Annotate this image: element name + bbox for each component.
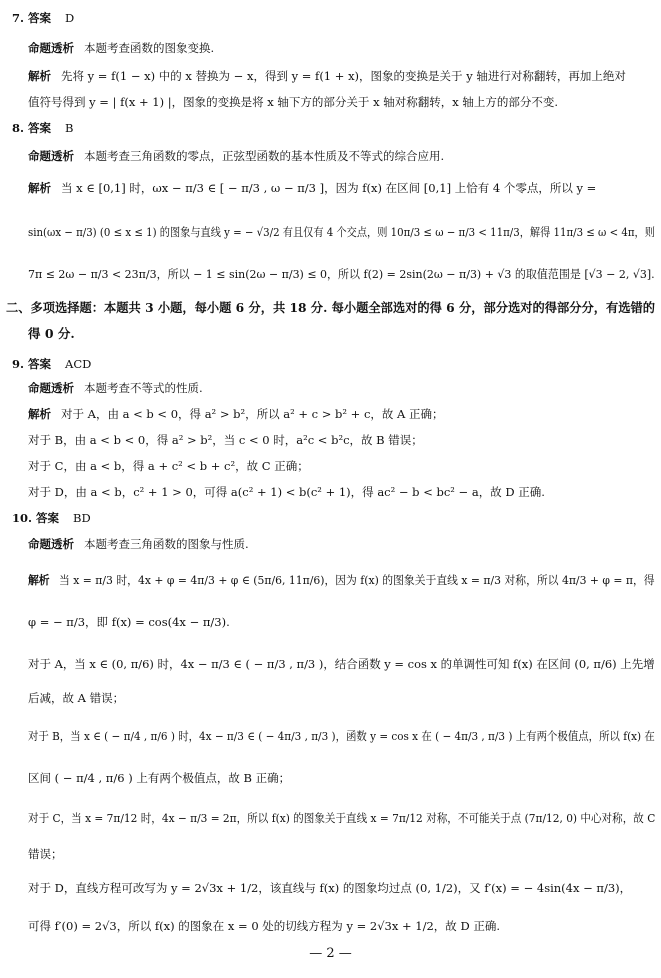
q9-analysis-a: 对于 A，由 a < b < 0，得 a² > b²，所以 a² + c > b² + c，故 A 正确； (61, 407, 444, 421)
q8-analysis-line-2: sin(ωx − π/3) (0 ≤ x ≤ 1) 的图象与直线 y = − √3/2 有且仅有 4 个交点，则 10π/3 ≤ ω − π/3 < 11π/3，解得 11π/3 ≤ ω < 4π，则 (28, 225, 655, 239)
q8-analysis-line-1 (28, 180, 596, 196)
q7-heading: 7. 答案 (12, 11, 52, 25)
q7-analysis-label: 解析 (28, 69, 51, 83)
q10-heading: 10. 答案 (12, 511, 60, 525)
q9-analysis-line-c: 对于 C，由 a < b，得 a + c² < b + c²，故 C 正确； (28, 459, 309, 473)
q8-answer-line (12, 120, 73, 136)
page-number: — 2 — (309, 946, 352, 961)
q10-analysis-label: 解析 (28, 573, 50, 587)
q9-insight: 本题考查不等式的性质. (84, 381, 203, 395)
q10-analysis-line-2: φ = − π/3，即 f(x) = cos(4x − π/3). (28, 615, 230, 629)
q10-analysis-1: 当 x = π/3 时，4x + φ = 4π/3 + φ ∈ (5π/6, 11π/6)，因为 f(x) 的图象关于直线 x = π/3 对称，所以 4π/3 + φ = π，得 (59, 573, 655, 587)
q9-analysis-label: 解析 (28, 407, 51, 421)
q10-option-c-line-2: 错误； (28, 847, 63, 861)
section-heading-line-2: 得 0 分. (28, 326, 75, 341)
q7-analysis-line-1 (28, 68, 626, 84)
q7-analysis-line-2: 值符号得到 y = | f(x + 1) |，图象的变换是将 x 轴下方的部分关于 x 轴对称翻转，x 轴上方的部分不变. (28, 95, 559, 109)
q10-option-b-line-1: 对于 B，当 x ∈ ( − π/4 , π/6 ) 时，4x − π/3 ∈ ( − 4π/3 , π/3 )，函数 y = cos x 在 ( − 4π/3 , π/3 ) 上有两个极值点，所以 f(x) 在 (28, 729, 655, 743)
q7-answer-line (12, 10, 74, 26)
q8-heading: 8. 答案 (12, 121, 52, 135)
q7-answer: D (65, 11, 75, 25)
q8-insight-label: 命题透析 (28, 149, 74, 163)
q10-option-a-line-2: 后减，故 A 错误； (28, 691, 125, 705)
q10-option-c-line-1: 对于 C，当 x = 7π/12 时，4x − π/3 = 2π，所以 f(x) 的图象关于直线 x = 7π/12 对称，不可能关于点 (7π/12, 0) 中心对称，故 C (28, 811, 656, 825)
q8-analysis-label: 解析 (28, 181, 51, 195)
q10-analysis-line-1 (28, 572, 655, 588)
q9-analysis-line-a (28, 406, 444, 422)
q9-heading: 9. 答案 (12, 357, 52, 371)
q8-answer: B (65, 121, 74, 135)
q9-analysis-line-d: 对于 D，由 a < b，c² + 1 > 0，可得 a(c² + 1) < b(c² + 1)，得 ac² − b < bc² − a，故 D 正确. (28, 485, 545, 499)
q7-insight-label: 命题透析 (28, 41, 74, 55)
q8-insight: 本题考查三角函数的零点，正弦型函数的基本性质及不等式的综合应用. (84, 149, 445, 163)
q10-insight: 本题考查三角函数的图象与性质. (84, 537, 249, 551)
q7-analysis-1: 先将 y = f(1 − x) 中的 x 替换为 − x，得到 y = f(1 + x)，图象的变换是关于 y 轴进行对称翻转，再加上绝对 (61, 69, 626, 83)
q9-analysis-line-b: 对于 B，由 a < b < 0，得 a² > b²，当 c < 0 时，a²c < b²c，故 B 错误； (28, 433, 423, 447)
q10-option-d-line-1: 对于 D，直线方程可改写为 y = 2√3x + 1/2，该直线与 f(x) 的图象均过点 (0, 1/2)，又 f′(x) = − 4sin(4x − π/3)， (28, 881, 632, 895)
q7-insight-line (28, 40, 214, 56)
q7-insight: 本题考查函数的图象变换. (84, 41, 215, 55)
section-heading-line-1: 二、多项选择题：本题共 3 小题，每小题 6 分，共 18 分. 每小题全部选对的得 6 分，部分选对的得部分分，有选错的 (6, 300, 656, 315)
q10-insight-line (28, 536, 249, 552)
q8-analysis-1: 当 x ∈ [0,1] 时，ωx − π/3 ∈ [ − π/3 , ω − π/3 ]，因为 f(x) 在区间 [0,1] 上恰有 4 个零点，所以 y = (61, 181, 597, 195)
q9-answer: ACD (65, 357, 92, 371)
q8-insight-line (28, 148, 444, 164)
q10-option-d-line-2: 可得 f′(0) = 2√3，所以 f(x) 的图象在 x = 0 处的切线方程为 y = 2√3x + 1/2，故 D 正确. (28, 919, 500, 933)
q10-answer-line (12, 510, 91, 526)
q10-option-a-line-1: 对于 A，当 x ∈ (0, π/6) 时，4x − π/3 ∈ ( − π/3 , π/3 )，结合函数 y = cos x 的单调性可知 f(x) 在区间 (0, π/6) 上先增 (28, 657, 655, 671)
q8-analysis-line-3: 7π ≤ 2ω − π/3 < 23π/3，所以 − 1 ≤ sin(2ω − π/3) ≤ 0，所以 f(2) = 2sin(2ω − π/3) + √3 的取值范围是 [√3 − 2, √3]. (28, 267, 655, 281)
q10-option-b-line-2: 区间 ( − π/4 , π/6 ) 上有两个极值点，故 B 正确； (28, 771, 291, 785)
q10-answer: BD (73, 511, 91, 525)
q9-answer-line (12, 356, 91, 372)
q9-insight-label: 命题透析 (28, 381, 74, 395)
q10-insight-label: 命题透析 (28, 537, 74, 551)
q9-insight-line (28, 380, 203, 396)
